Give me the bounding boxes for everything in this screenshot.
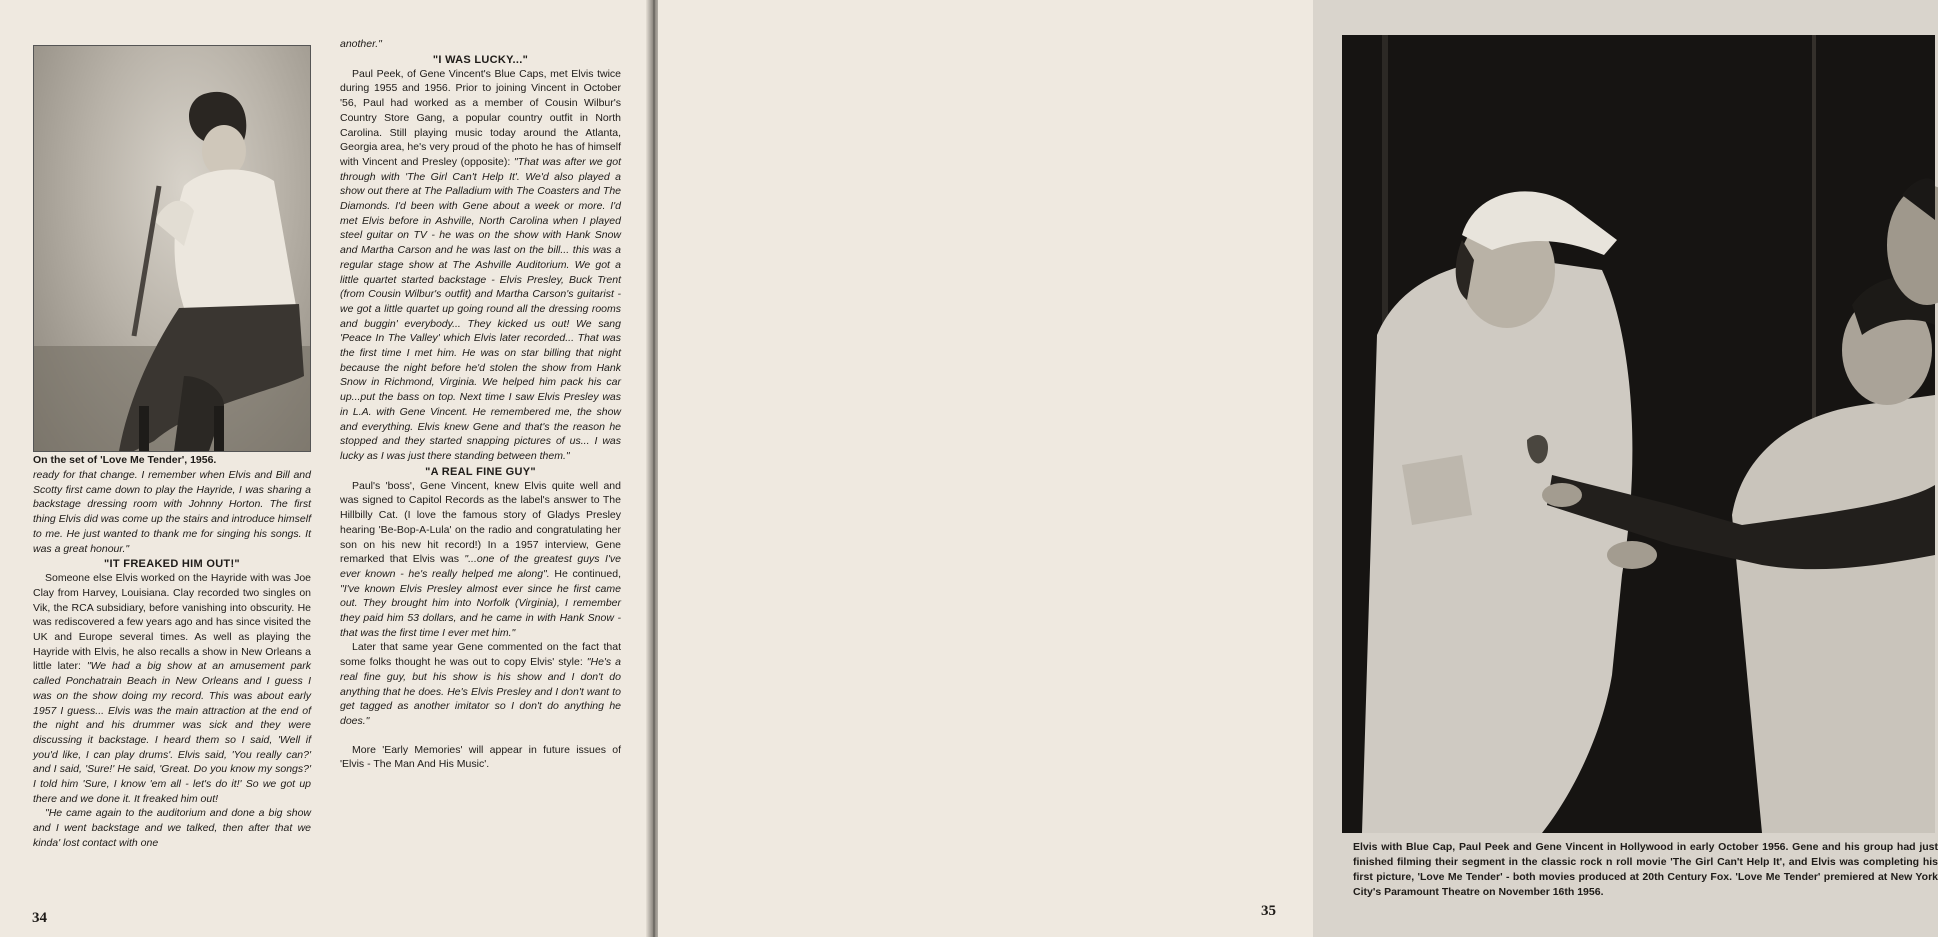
paragraph: More 'Early Memories' will appear in future issues of 'Elvis - The Man And His Music'. (340, 743, 621, 771)
paragraph: "He came again to the auditorium and done a big show and I went backstage and we talked, then after that we kinda' lost contact with one (33, 807, 311, 849)
quote-text: "...one of the greatest guys I've ever known - he's really helped me along". (340, 553, 621, 580)
left-page (0, 0, 652, 937)
article-column-1 (33, 468, 311, 851)
quote-text: "We had a big show at an amusement park called Ponchatrain Beach in New Orleans and I guess I was on the show doing my record. This was about early 1957 I guess... Elvis was the main attraction at the end of the night and his drummer was sick and they were discussing it backstage. I heard them so I said, 'Well if you'd like, I can play drums'. Elvis said, 'You really can?' and I said, 'Sure!' He said, 'Great. Do you know my songs?' I told him 'Sure, I know 'em all - let's do it!' So we got up there and we done it. It freaked him out! (33, 660, 312, 805)
section-heading: "A REAL FINE GUY" (425, 465, 536, 478)
paragraph (340, 479, 621, 641)
paragraph (340, 640, 621, 728)
paragraph: ready for that change. I remember when Elvis and Bill and Scotty first came down to play the Hayride, I was sharing a backstage dressing room with Johnny Horton. The first thing Elvis did was come up the stairs and introduce himself to me. He just wanted to thank me for singing his songs. It was a great honour." (33, 469, 311, 555)
paragraph-text: Later that same year Gene commented on the fact that some folks thought he was out to copy Elvis' style: (340, 641, 621, 669)
page-number: 34 (32, 910, 47, 926)
section-heading: "I WAS LUCKY..." (432, 53, 529, 66)
elvis-blue-caps-photo (1342, 35, 1935, 833)
right-page (658, 0, 1938, 937)
photo-caption-right: Elvis with Blue Cap, Paul Peek and Gene Vincent in Hollywood in early October 1956. Gene and his group had just finished filming their segment in the classic rock n roll movie 'The Girl Can't Help It', and Elvis was completing his first picture, 'Love Me Tender' - both movies produced at 20th Century Fox. 'Love Me Tender' premiered at New York City's Paramount Theatre on November 16th 1956. (1353, 841, 1938, 898)
photo-caption-left: On the set of 'Love Me Tender', 1956. (33, 454, 217, 466)
section-heading: "IT FREAKED HIM OUT!" (104, 558, 240, 571)
article-column-2 (340, 37, 621, 772)
elvis-photo-love-me-tender (33, 45, 311, 452)
paragraph-text: Someone else Elvis worked on the Hayride with was Joe Clay from Harvey, Louisiana. Clay recorded two singles on Vik, the RCA subsidiary, before vanishing into obscurity. He was rediscovered a few years ago and has since visited the UK and Europe several times. As well as playing the Hayride with Elvis, he also recalls a show in New Orleans a little later: (33, 572, 311, 673)
paragraph-text: He continued, (549, 567, 621, 580)
paragraph: another." (340, 38, 382, 50)
quote-text: "He's a real fine guy, but his show is his show and I don't do anything that he does. He's Elvis Presley and I don't want to get tagged as another imitator so I don't do anything he does." (340, 656, 621, 727)
paragraph-text: Paul's 'boss', Gene Vincent, knew Elvis quite well and was signed to Capitol Records as the label's answer to The Hillbilly Cat. (I love the famous story of Gladys Presley hearing 'Be-Bop-A-Lula' on the radio and congratulating her son on his new hit record!) In a 1957 interview, Gene remarked that Elvis was (340, 479, 621, 566)
paragraph-text: Paul Peek, of Gene Vincent's Blue Caps, met Elvis twice during 1955 and 1956. Prior to joining Vincent in October '56, Paul had worked as a member of Cousin Wilbur's Country Store Gang, a popular country outfit in North Carolina. Still playing music today around the Atlanta, Georgia area, he's very proud of the photo he has of himself with Vincent and Presley (opposite): (340, 67, 621, 168)
paragraph (340, 67, 621, 464)
page-number: 35 (1261, 903, 1276, 919)
paragraph (33, 571, 311, 806)
quote-text: "I've known Elvis Presley almost ever since he first came out. They brought him into Norfolk (Virginia), I remember they paid him 53 dollars, and he came in with Hank Snow - that was the first time I ever met him." (340, 582, 621, 639)
quote-text: "That was after we got through with 'The Girl Can't Help It'. We'd also played a show out there at The Palladium with The Coasters and The Diamonds. I'd been with Gene about a week or more. I'd met Elvis before in Ashville, North Carolina when I played steel guitar on TV - he was on the show with Hank Snow and Martha Carson and he was last on the bill... this was a regular stage show at The Ashville Auditorium. We got a little quartet started backstage - Elvis Presley, Buck Trent (from Cousin Wilbur's outfit) and Martha Carson's guitarist - we got a little quartet up going round all the dressing rooms and buggin' everybody... They kicked us out! We sang 'Peace In The Valley' which Elvis later recorded... That was the first time I met him. He was on star billing that night because the night before he'd stolen the show from Hank Snow in Richmond, Virginia. We helped him pack his car up...put the bass on top. Next time I saw Elvis Presley was in L.A. with Gene Vincent. He remembered me, the show and everything. Elvis knew Gene and that's the reason he stopped and they started snapping pictures of us... I was lucky as I was just there standing between them." (340, 155, 621, 462)
